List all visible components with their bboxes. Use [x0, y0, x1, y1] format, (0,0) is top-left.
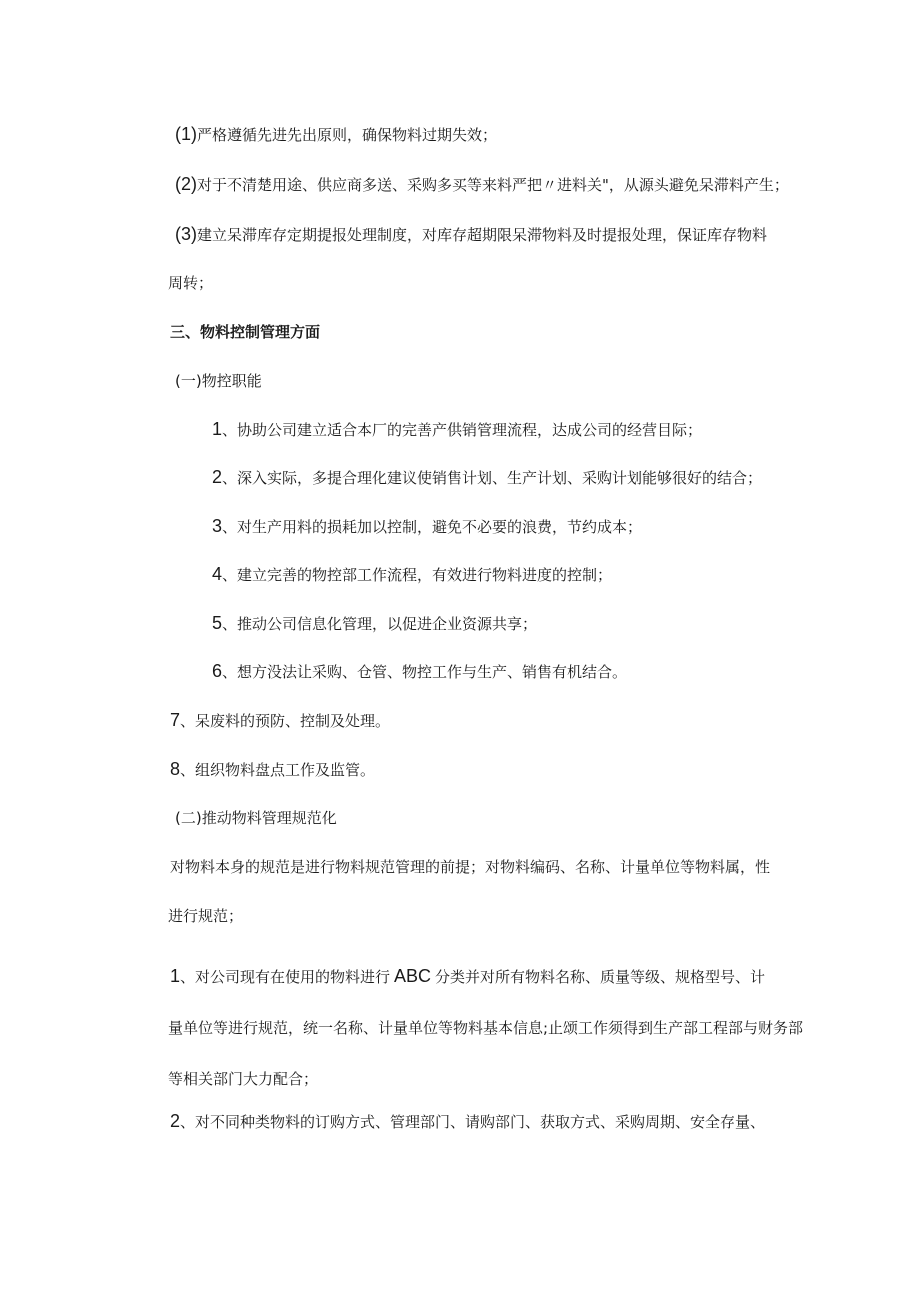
paragraph-2-text: 对于不清楚用途、供应商多送、采购多买等来料严把〃进料关"，从源头避免呆滞料产生；: [197, 176, 789, 194]
paragraph-3-continuation: 周转；: [168, 274, 214, 292]
list-item-text: 、对生产用料的损耗加以控制，避免不必要的浪费，节约成本；: [222, 518, 643, 536]
norm-item-2: [170, 1111, 765, 1132]
section-3-heading: 三、物料控制管理方面: [170, 323, 321, 341]
paragraph-3: [175, 224, 767, 245]
list-item: [212, 564, 612, 585]
norm-item-2-number: 2: [170, 1111, 181, 1131]
norm-item-1-number: 1: [170, 966, 181, 986]
paragraph-1-number: (1): [175, 124, 197, 144]
list-item-text: 、协助公司建立适合本厂的完善产供销管理流程，达成公司的经营目际；: [222, 421, 703, 439]
list-item-number: 8: [170, 759, 181, 779]
paragraph-1: [175, 124, 497, 145]
list-item-number: 3: [212, 516, 223, 536]
norm-item-2-text: 、对不同种类物料的订购方式、管理部门、请购部门、获取方式、采购周期、安全存量、: [180, 1113, 766, 1131]
list-item-number: 6: [212, 661, 223, 681]
paragraph-1-text: 严格遵循先进先出原则，确保物料过期失效；: [197, 126, 498, 144]
subsection-1-heading: (一)物控职能: [175, 372, 262, 390]
norm-item-1-line-2: 量单位等进行规范，统一名称、计量单位等物料基本信息;止颂工作须得到生产部工程部与财务部: [168, 1019, 804, 1037]
list-item: [170, 710, 390, 731]
list-item-text: 、呆废料的预防、控制及处理。: [180, 712, 391, 730]
paragraph-2-number: (2): [175, 174, 197, 194]
list-item: [212, 613, 537, 634]
paragraph-norms-continuation: 进行规范；: [168, 907, 244, 925]
norm-item-1-line-3: 等相关部门大力配合；: [168, 1070, 319, 1088]
list-item-number: 5: [212, 613, 223, 633]
paragraph-norms: 对物料本身的规范是进行物料规范管理的前提；对物料编码、名称、计量单位等物料属，性: [170, 858, 771, 876]
paragraph-3-number: (3): [175, 224, 197, 244]
paragraph-2: [175, 174, 789, 195]
list-item: [212, 419, 702, 440]
norm-item-1-abc: ABC: [394, 966, 432, 986]
norm-item-1-text-b: 分类并对所有物料名称、质量等级、规格型号、计: [435, 968, 766, 986]
list-item-number: 1: [212, 419, 223, 439]
list-item-text: 、想方没法让采购、仓管、物控工作与生产、销售有机结合。: [222, 663, 628, 681]
list-item: [212, 467, 762, 488]
list-item-text: 、建立完善的物控部工作流程，有效进行物料进度的控制；: [222, 566, 613, 584]
list-item: [212, 661, 627, 682]
paragraph-3-text: 建立呆滞库存定期提报处理制度，对库存超期限呆滞物料及时提报处理，保证库存物料: [197, 226, 768, 244]
list-item-text: 、深入实际，多提合理化建议使销售计划、生产计划、采购计划能够很好的结合；: [222, 469, 763, 487]
list-item-number: 2: [212, 467, 223, 487]
subsection-2-heading: (二)推动物料管理规范化: [175, 809, 337, 827]
list-item-number: 7: [170, 710, 181, 730]
list-item-number: 4: [212, 564, 223, 584]
list-item-text: 、组织物料盘点工作及监管。: [180, 761, 376, 779]
norm-item-1-text-a: 、对公司现有在使用的物料进行: [180, 968, 391, 986]
list-item-text: 、推动公司信息化管理，以促进企业资源共享；: [222, 615, 538, 633]
list-item: [170, 759, 375, 780]
norm-item-1: [170, 966, 765, 987]
list-item: [212, 516, 642, 537]
